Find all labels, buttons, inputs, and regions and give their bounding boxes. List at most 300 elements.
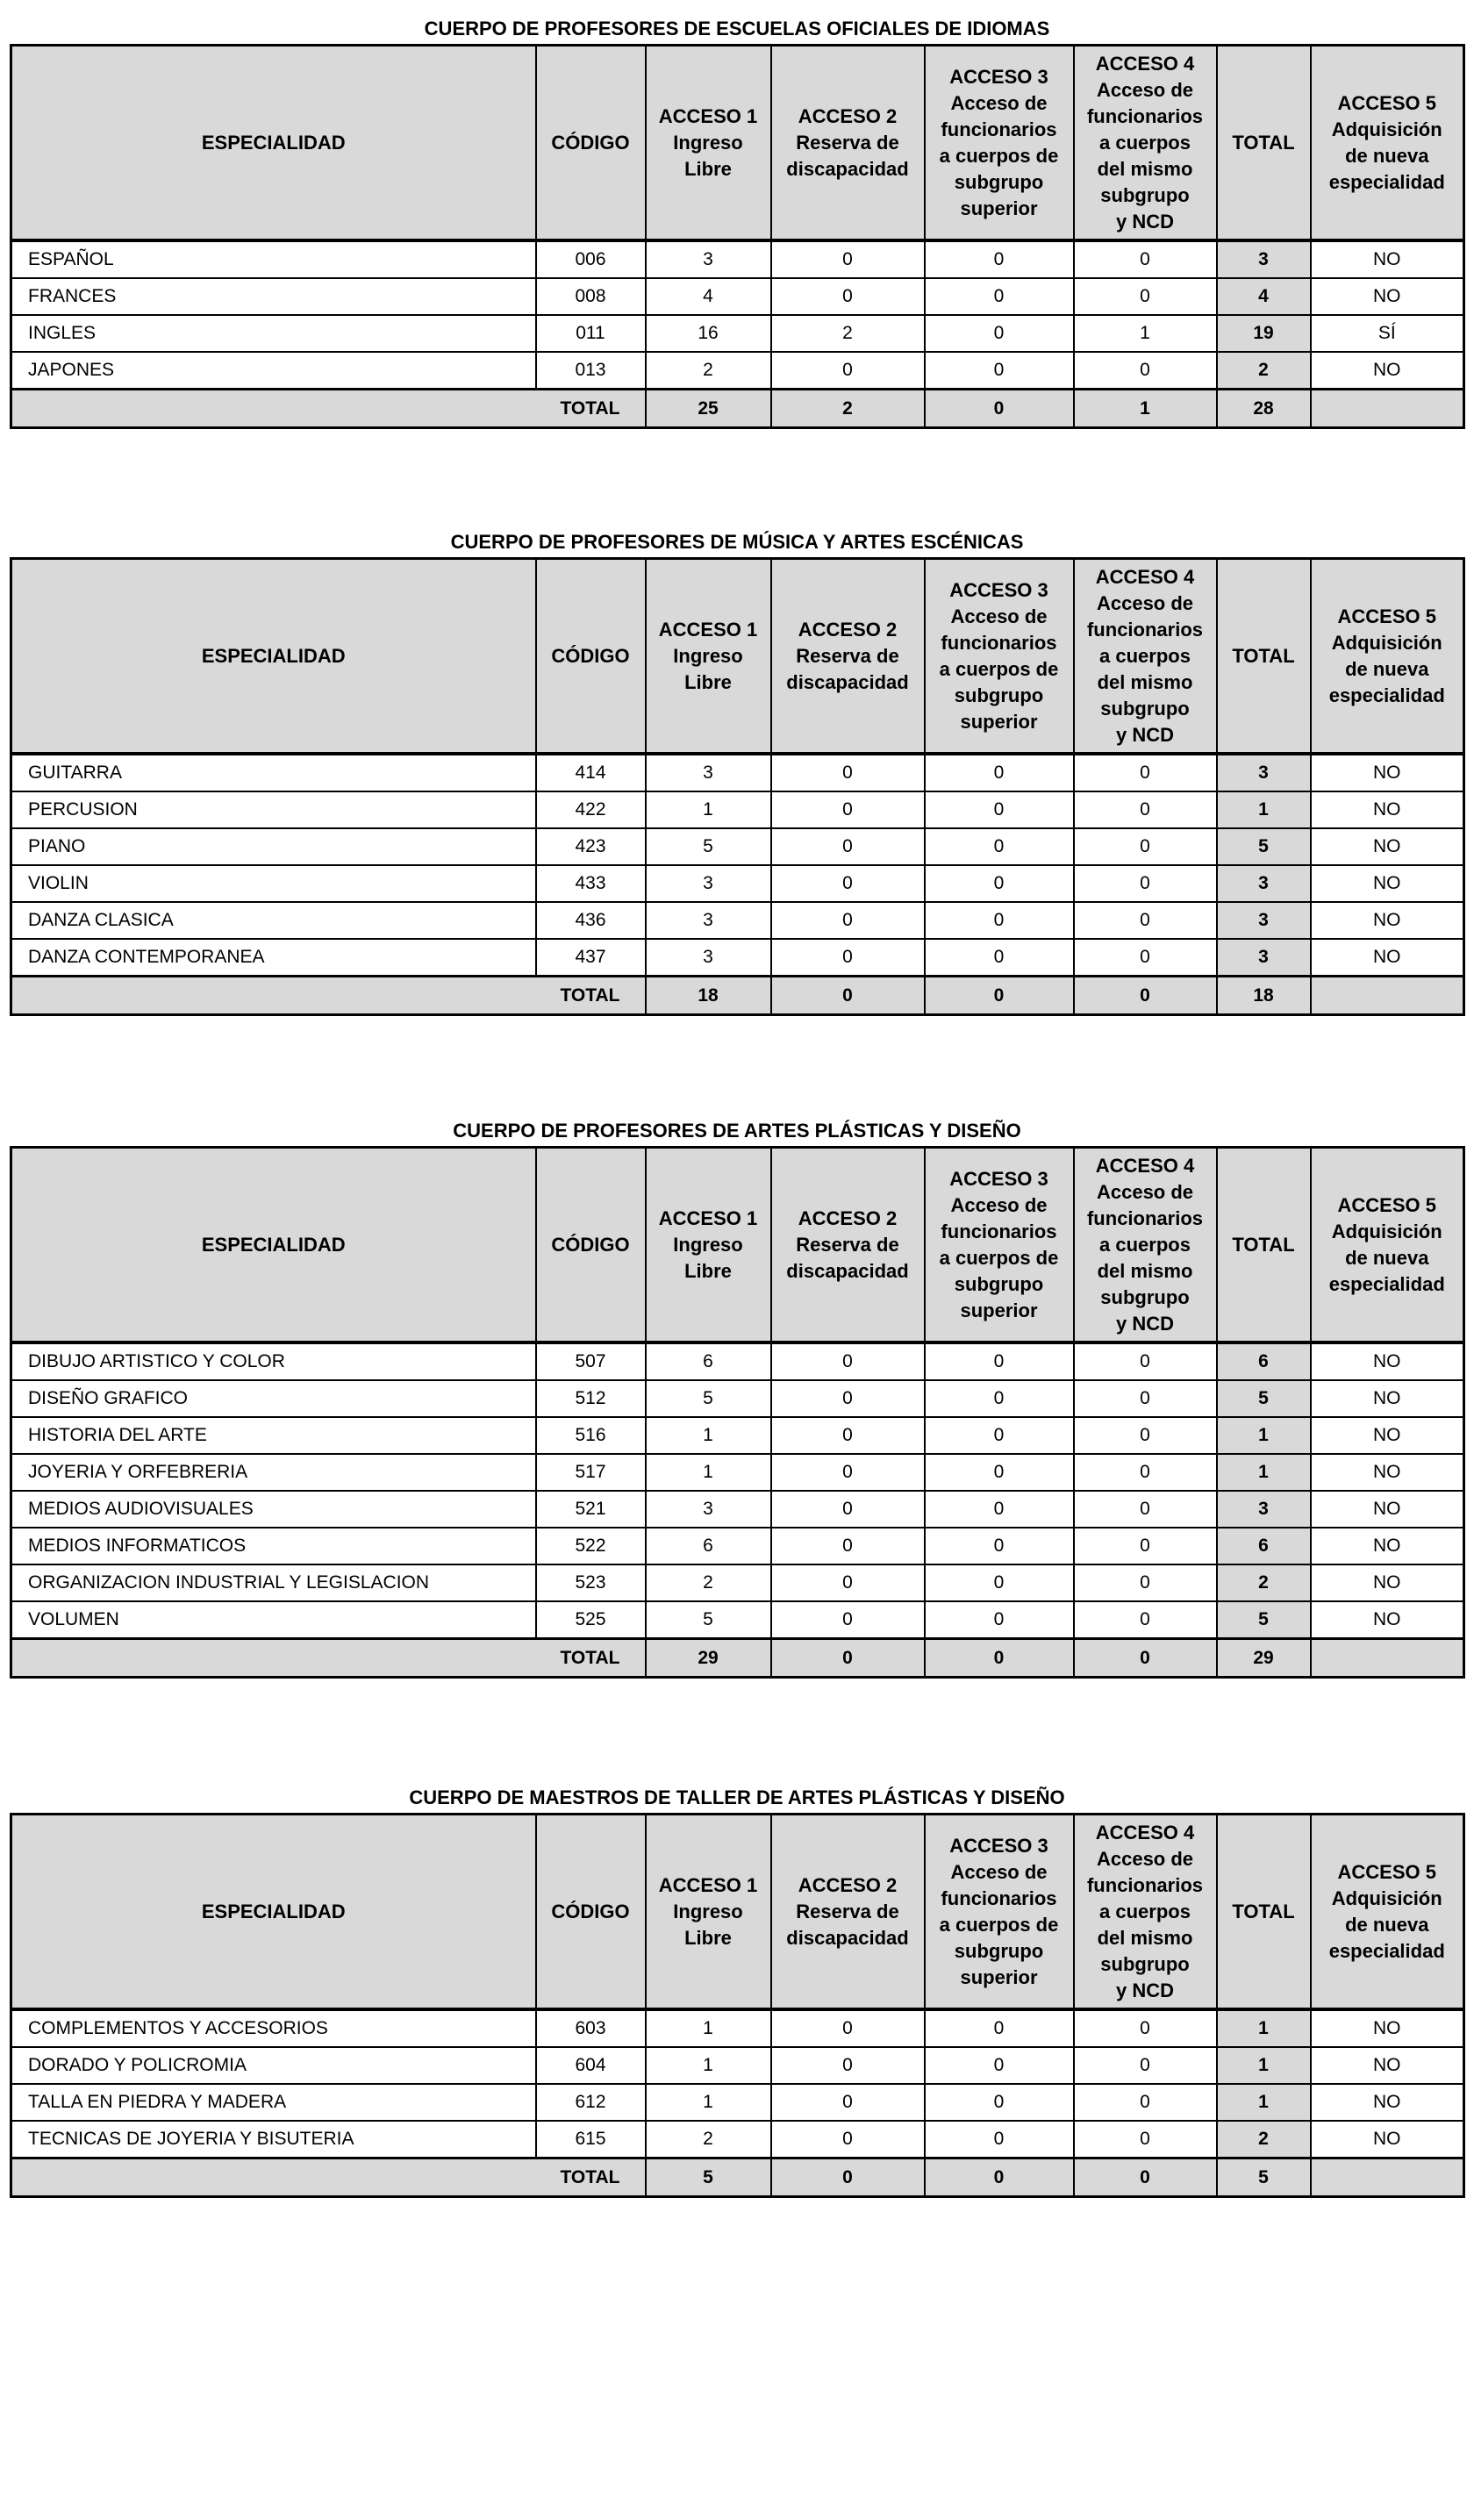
cell-total: 19 [1217,315,1311,352]
header-line: discapacidad [786,670,909,693]
header-acceso-2 [771,1148,925,1343]
header-line: Acceso de [950,91,1048,114]
header-codigo: CÓDIGO [536,1815,646,2010]
quota-table [10,44,1465,429]
cell-total: 3 [1217,939,1311,977]
cell-acceso-5: NO [1311,1454,1464,1491]
header-acceso-1 [646,46,771,241]
header-acceso-4 [1074,1148,1217,1343]
header-line: subgrupo [1100,183,1190,206]
total-acceso-4: 0 [1074,977,1217,1015]
header-acceso-3 [925,1815,1074,2010]
total-acceso-1: 18 [646,977,771,1015]
cell-especialidad: DORADO Y POLICROMIA [11,2047,536,2084]
cell-acceso-4: 0 [1074,1454,1217,1491]
cell-codigo: 521 [536,1491,646,1528]
cell-codigo: 512 [536,1380,646,1417]
section-title: CUERPO DE PROFESORES DE ESCUELAS OFICIALES DE IDIOMAS [424,18,1050,39]
cell-acceso-4: 0 [1074,754,1217,791]
header-line: ACCESO 2 [798,1206,898,1229]
total-acceso-4: 0 [1074,1639,1217,1678]
cell-acceso-1: 2 [646,1564,771,1601]
header-line: Ingreso [673,131,743,154]
header-line: a cuerpos de [939,657,1059,680]
total-acceso-5 [1311,1639,1464,1678]
cell-acceso-2: 0 [771,1564,925,1601]
cell-codigo: 423 [536,828,646,865]
cell-total: 6 [1217,1528,1311,1564]
header-line: y NCD [1115,1979,1174,2001]
cell-total: 1 [1217,1417,1311,1454]
header-total: TOTAL [1217,559,1311,755]
cell-acceso-2: 0 [771,939,925,977]
cell-codigo: 612 [536,2084,646,2121]
total-total: 18 [1217,977,1311,1015]
cell-acceso-4: 0 [1074,1342,1217,1380]
total-acceso-2: 0 [771,1639,925,1678]
total-acceso-5 [1311,390,1464,428]
cell-acceso-2: 0 [771,2121,925,2158]
cell-total: 1 [1217,2084,1311,2121]
table-total-row [11,977,1464,1015]
cell-acceso-4: 0 [1074,240,1217,278]
cell-codigo: 507 [536,1342,646,1380]
cell-acceso-5: NO [1311,1380,1464,1417]
cell-acceso-1: 3 [646,1491,771,1528]
header-line: a cuerpos de [939,144,1059,167]
header-line: del mismo [1097,1926,1193,1949]
cell-total: 4 [1217,278,1311,315]
header-line: discapacidad [786,1259,909,1282]
cell-codigo: 006 [536,240,646,278]
header-line: Adquisición [1331,631,1442,654]
cell-acceso-3: 0 [925,939,1074,977]
header-line: Libre [684,670,732,693]
cell-acceso-1: 1 [646,1454,771,1491]
header-line: de nueva [1345,1246,1429,1269]
table-row [11,2084,1464,2121]
cell-acceso-1: 2 [646,352,771,390]
cell-acceso-4: 0 [1074,1380,1217,1417]
cell-acceso-3: 0 [925,2084,1074,2121]
header-line: subgrupo [954,1939,1044,1962]
cell-acceso-2: 0 [771,2084,925,2121]
table-header-row [11,1815,1464,2010]
cell-acceso-2: 0 [771,754,925,791]
table-row [11,240,1464,278]
cell-codigo: 516 [536,1417,646,1454]
cell-acceso-1: 3 [646,865,771,902]
cell-codigo: 603 [536,2009,646,2047]
quota-table [10,1813,1465,2198]
cell-acceso-1: 1 [646,791,771,828]
cell-total: 3 [1217,902,1311,939]
header-line: ACCESO 1 [658,618,758,641]
table-row [11,2009,1464,2047]
cell-especialidad: PERCUSION [11,791,536,828]
header-acceso-4 [1074,1815,1217,2010]
header-line: y NCD [1115,1312,1174,1335]
cell-acceso-3: 0 [925,278,1074,315]
cell-acceso-2: 0 [771,1528,925,1564]
cell-codigo: 011 [536,315,646,352]
cell-acceso-1: 6 [646,1342,771,1380]
cell-acceso-3: 0 [925,791,1074,828]
header-total: TOTAL [1217,46,1311,241]
cell-especialidad: FRANCES [11,278,536,315]
cell-acceso-4: 0 [1074,1601,1217,1639]
cell-acceso-1: 5 [646,1380,771,1417]
cell-especialidad: MEDIOS AUDIOVISUALES [11,1491,536,1528]
header-acceso-2 [771,559,925,755]
header-line: ACCESO 5 [1337,1860,1436,1883]
cell-codigo: 422 [536,791,646,828]
header-line: funcionarios [1086,104,1203,127]
header-acceso-5 [1311,1815,1464,2010]
cell-acceso-4: 0 [1074,2009,1217,2047]
cell-especialidad: VOLUMEN [11,1601,536,1639]
header-line: ACCESO 3 [949,1834,1048,1857]
total-label: TOTAL [11,1639,646,1678]
header-acceso-4 [1074,559,1217,755]
header-acceso-3 [925,559,1074,755]
header-line: del mismo [1097,157,1193,180]
header-line: funcionarios [941,631,1057,654]
cell-codigo: 604 [536,2047,646,2084]
cell-acceso-3: 0 [925,1491,1074,1528]
table-row [11,1417,1464,1454]
header-acceso-1 [646,1148,771,1343]
cell-acceso-4: 0 [1074,2047,1217,2084]
cell-total: 5 [1217,1380,1311,1417]
total-total: 28 [1217,390,1311,428]
quota-table [10,557,1465,1016]
header-acceso-5 [1311,559,1464,755]
cell-total: 1 [1217,1454,1311,1491]
table-header-row [11,1148,1464,1343]
total-acceso-1: 29 [646,1639,771,1678]
cell-acceso-2: 0 [771,1454,925,1491]
cell-total: 5 [1217,828,1311,865]
header-line: de nueva [1345,144,1429,167]
header-acceso-2 [771,1815,925,2010]
header-line: ACCESO 4 [1095,565,1195,588]
total-acceso-4: 1 [1074,390,1217,428]
section-title: CUERPO DE PROFESORES DE MÚSICA Y ARTES ESCÉNICAS [450,531,1024,553]
header-line: superior [960,197,1038,219]
header-line: ACCESO 5 [1337,605,1436,627]
total-acceso-4: 0 [1074,2158,1217,2197]
header-line: discapacidad [786,157,909,180]
header-line: de nueva [1345,1913,1429,1936]
cell-acceso-2: 0 [771,352,925,390]
total-label: TOTAL [11,390,646,428]
cell-acceso-5: NO [1311,1601,1464,1639]
cell-acceso-3: 0 [925,352,1074,390]
header-line: subgrupo [1100,1952,1190,1975]
header-line: ACCESO 1 [658,1873,758,1896]
header-line: ACCESO 5 [1337,91,1436,114]
header-line: del mismo [1097,1259,1193,1282]
cell-acceso-2: 0 [771,1601,925,1639]
table-row [11,1528,1464,1564]
cell-acceso-3: 0 [925,1454,1074,1491]
header-codigo: CÓDIGO [536,559,646,755]
cell-total: 6 [1217,1342,1311,1380]
cell-acceso-5: NO [1311,791,1464,828]
table-total-row [11,1639,1464,1678]
cell-acceso-4: 0 [1074,278,1217,315]
cell-total: 1 [1217,791,1311,828]
header-line: Reserva de [796,1900,899,1922]
header-acceso-2 [771,46,925,241]
cell-acceso-5: NO [1311,2009,1464,2047]
table-row [11,1491,1464,1528]
table-row [11,1601,1464,1639]
header-line: ACCESO 2 [798,104,898,127]
cell-acceso-1: 6 [646,1528,771,1564]
cell-acceso-5: NO [1311,1491,1464,1528]
cell-codigo: 437 [536,939,646,977]
header-total: TOTAL [1217,1815,1311,2010]
cell-acceso-1: 3 [646,902,771,939]
cell-codigo: 414 [536,754,646,791]
header-line: Libre [684,1259,732,1282]
cell-acceso-3: 0 [925,828,1074,865]
cell-codigo: 013 [536,352,646,390]
cell-acceso-2: 0 [771,278,925,315]
header-line: superior [960,1965,1038,1988]
header-line: de nueva [1345,657,1429,680]
table-body [11,1342,1464,1678]
total-acceso-2: 0 [771,977,925,1015]
header-line: ACCESO 4 [1095,52,1195,75]
total-acceso-2: 2 [771,390,925,428]
table-row [11,939,1464,977]
table-body [11,240,1464,428]
header-line: funcionarios [1086,618,1203,641]
total-label: TOTAL [11,977,646,1015]
cell-total: 3 [1217,240,1311,278]
cell-total: 1 [1217,2009,1311,2047]
header-line: Adquisición [1331,1220,1442,1242]
cell-acceso-3: 0 [925,1528,1074,1564]
total-acceso-5 [1311,2158,1464,2197]
header-line: ACCESO 4 [1095,1821,1195,1843]
cell-acceso-3: 0 [925,902,1074,939]
header-codigo: CÓDIGO [536,1148,646,1343]
cell-acceso-1: 5 [646,828,771,865]
cell-acceso-5: NO [1311,2047,1464,2084]
cell-acceso-5: NO [1311,352,1464,390]
cell-acceso-2: 0 [771,1342,925,1380]
cell-acceso-1: 3 [646,240,771,278]
header-line: superior [960,710,1038,733]
cell-especialidad: ESPAÑOL [11,240,536,278]
header-acceso-3 [925,1148,1074,1343]
cell-acceso-2: 0 [771,2047,925,2084]
table-body [11,754,1464,1015]
cell-acceso-5: NO [1311,939,1464,977]
header-line: superior [960,1299,1038,1321]
table-row [11,1342,1464,1380]
cell-acceso-2: 2 [771,315,925,352]
header-acceso-5 [1311,1148,1464,1343]
header-line: funcionarios [1086,1873,1203,1896]
header-line: Reserva de [796,131,899,154]
cell-especialidad: DISEÑO GRAFICO [11,1380,536,1417]
cell-acceso-1: 3 [646,939,771,977]
header-line: Adquisición [1331,1886,1442,1909]
cell-acceso-5: NO [1311,1417,1464,1454]
header-line: a cuerpos [1099,644,1191,667]
cell-acceso-1: 1 [646,2009,771,2047]
cell-acceso-2: 0 [771,1491,925,1528]
header-especialidad: ESPECIALIDAD [11,1148,536,1343]
cell-acceso-2: 0 [771,865,925,902]
cell-acceso-4: 0 [1074,1528,1217,1564]
cell-acceso-2: 0 [771,2009,925,2047]
cell-acceso-4: 0 [1074,791,1217,828]
table-row [11,828,1464,865]
cell-acceso-3: 0 [925,865,1074,902]
total-acceso-1: 5 [646,2158,771,2197]
cell-acceso-4: 1 [1074,315,1217,352]
header-line: Ingreso [673,1233,743,1256]
header-line: Acceso de [1096,78,1194,101]
cell-acceso-3: 0 [925,1380,1074,1417]
cell-acceso-1: 16 [646,315,771,352]
header-line: subgrupo [954,1272,1044,1295]
cell-acceso-2: 0 [771,902,925,939]
cell-especialidad: HISTORIA DEL ARTE [11,1417,536,1454]
cell-acceso-4: 0 [1074,2121,1217,2158]
header-line: subgrupo [1100,1285,1190,1308]
table-row [11,278,1464,315]
cell-acceso-3: 0 [925,2009,1074,2047]
header-especialidad: ESPECIALIDAD [11,46,536,241]
header-line: Reserva de [796,644,899,667]
header-acceso-3 [925,46,1074,241]
cell-especialidad: ORGANIZACION INDUSTRIAL Y LEGISLACION [11,1564,536,1601]
section-title: CUERPO DE PROFESORES DE ARTES PLÁSTICAS Y DISEÑO [453,1120,1021,1142]
cell-acceso-2: 0 [771,1417,925,1454]
header-line: Reserva de [796,1233,899,1256]
cell-especialidad: TALLA EN PIEDRA Y MADERA [11,2084,536,2121]
header-line: Ingreso [673,644,743,667]
cell-acceso-4: 0 [1074,902,1217,939]
table-row [11,315,1464,352]
header-line: Acceso de [1096,1180,1194,1203]
header-line: ACCESO 1 [658,104,758,127]
header-line: y NCD [1115,723,1174,746]
cell-especialidad: JAPONES [11,352,536,390]
cell-codigo: 517 [536,1454,646,1491]
table-row [11,1564,1464,1601]
cell-acceso-3: 0 [925,1417,1074,1454]
header-line: especialidad [1328,684,1445,706]
table-row [11,2121,1464,2158]
cell-acceso-5: NO [1311,278,1464,315]
cell-acceso-4: 0 [1074,865,1217,902]
table-total-row [11,390,1464,428]
cell-acceso-5: NO [1311,2121,1464,2158]
cell-total: 2 [1217,2121,1311,2158]
cell-acceso-1: 1 [646,2047,771,2084]
cell-acceso-4: 0 [1074,1417,1217,1454]
header-acceso-1 [646,559,771,755]
cell-acceso-1: 4 [646,278,771,315]
table-row [11,2047,1464,2084]
cell-acceso-5: NO [1311,865,1464,902]
cell-acceso-5: NO [1311,240,1464,278]
header-line: Libre [684,157,732,180]
header-line: ACCESO 2 [798,1873,898,1896]
header-line: a cuerpos de [939,1913,1059,1936]
total-label: TOTAL [11,2158,646,2197]
header-line: subgrupo [1100,697,1190,719]
header-line: a cuerpos [1099,131,1191,154]
cell-acceso-1: 5 [646,1601,771,1639]
cell-codigo: 008 [536,278,646,315]
total-acceso-3: 0 [925,390,1074,428]
cell-acceso-3: 0 [925,315,1074,352]
cell-total: 3 [1217,754,1311,791]
cell-acceso-5: NO [1311,2084,1464,2121]
table-row [11,1380,1464,1417]
cell-acceso-5: NO [1311,754,1464,791]
table-row [11,352,1464,390]
cell-acceso-1: 2 [646,2121,771,2158]
header-line: a cuerpos de [939,1246,1059,1269]
cell-acceso-5: NO [1311,1528,1464,1564]
cell-especialidad: MEDIOS INFORMATICOS [11,1528,536,1564]
header-line: ACCESO 3 [949,65,1048,88]
total-acceso-3: 0 [925,977,1074,1015]
cell-codigo: 523 [536,1564,646,1601]
quota-table [10,1146,1465,1679]
header-total: TOTAL [1217,1148,1311,1343]
table-row [11,865,1464,902]
cell-total: 2 [1217,352,1311,390]
header-line: ACCESO 3 [949,1167,1048,1190]
section-title: CUERPO DE MAESTROS DE TALLER DE ARTES PLÁSTICAS Y DISEÑO [409,1786,1065,1808]
cell-acceso-4: 0 [1074,828,1217,865]
table-row [11,1454,1464,1491]
total-acceso-5 [1311,977,1464,1015]
header-line: Libre [684,1926,732,1949]
header-line: ACCESO 1 [658,1206,758,1229]
header-line: a cuerpos [1099,1900,1191,1922]
header-line: funcionarios [1086,1206,1203,1229]
cell-acceso-3: 0 [925,2047,1074,2084]
header-line: subgrupo [954,684,1044,706]
header-line: funcionarios [941,1220,1057,1242]
cell-acceso-5: NO [1311,1342,1464,1380]
header-line: funcionarios [941,118,1057,140]
cell-codigo: 615 [536,2121,646,2158]
cell-especialidad: COMPLEMENTOS Y ACCESORIOS [11,2009,536,2047]
header-line: Acceso de [1096,591,1194,614]
total-total: 29 [1217,1639,1311,1678]
total-acceso-1: 25 [646,390,771,428]
cell-especialidad: VIOLIN [11,865,536,902]
header-line: ACCESO 4 [1095,1154,1195,1177]
cell-total: 5 [1217,1601,1311,1639]
cell-total: 3 [1217,865,1311,902]
header-line: especialidad [1328,1272,1445,1295]
cell-acceso-4: 0 [1074,939,1217,977]
